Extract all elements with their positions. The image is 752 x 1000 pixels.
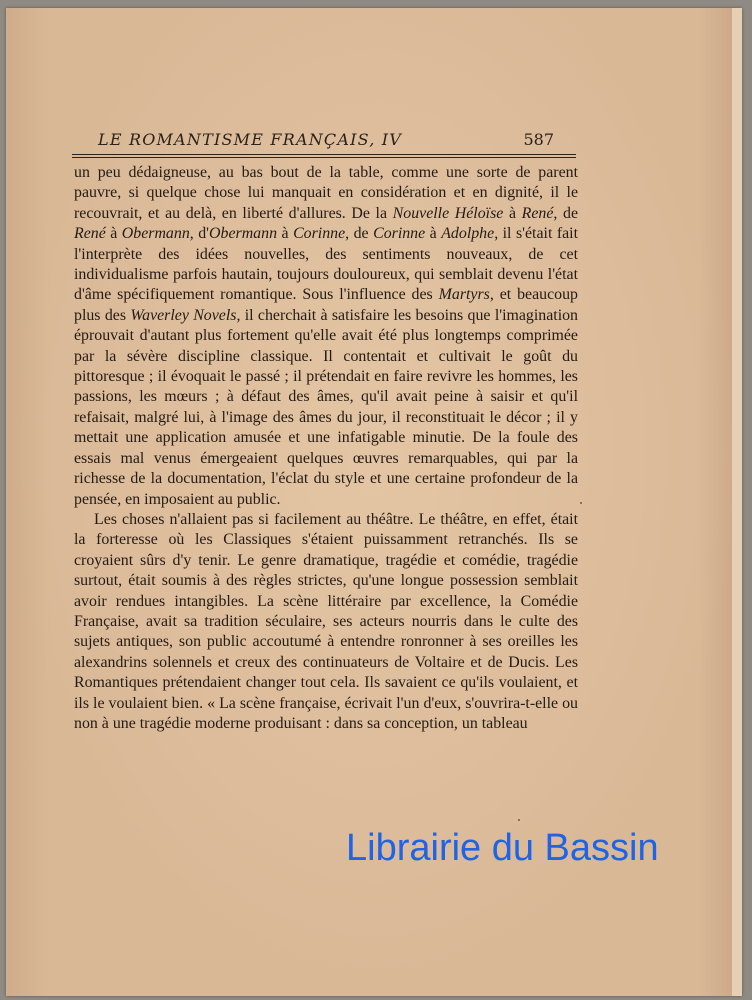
header-rule <box>72 154 576 155</box>
italic-title: René <box>521 204 554 222</box>
text-run: Les choses n'allaient pas si facilement au théâtre. Le théâtre, en effet, était la forteresse où les Classiques s'étaient puissamment retranchés. Ils se croyaient sûrs d'y tenir. Le genre dramatique, tragédie et comédie, tragédie surtout, était soumis à des règles strictes, qu'une longue possession semblait avoir rendues intangibles. La scène littéraire par excellence, la Comédie Française, avait sa tradition séculaire, ses acteurs nourris dans le culte des sujets antiques, son public accoutumé à entendre ronronner à ses oreilles les alexandrins solennels et creux des continuateurs de Voltaire et de Ducis. Les Romantiques prétendaient changer tout cela. Ils savaient ce qu'ils voulaient, et ils le voulaient bien. « La scène française, écrivait l'un d'eux, s'ouvrira-t-elle ou non à une tragédie moderne produisant : dans sa conception, un tableau <box>74 510 578 732</box>
text-run: , il s'était fait l'interprète des idées nouvelles, des sentiments nouveaux, de cet individualisme parfois hautain, toujours douloureux, qui semblait devenu l'état d'âme spécifiquement romantique. Sous l'influence des <box>74 225 579 304</box>
text-run: à <box>105 225 122 243</box>
body-text <box>74 163 578 734</box>
italic-title: Corinne <box>373 225 426 243</box>
italic-title: René <box>74 225 106 243</box>
running-head <box>90 130 560 154</box>
running-head-title: LE ROMANTISME FRANÇAIS, IV <box>98 130 403 149</box>
text-run: à <box>425 225 442 243</box>
italic-title: Nouvelle Héloïse <box>392 204 504 222</box>
watermark: Librairie du Bassin <box>346 827 659 869</box>
italic-title: Waverley Novels <box>130 306 237 324</box>
text-run: à <box>277 225 294 243</box>
italic-title: Obermann <box>121 225 190 243</box>
paper-speck <box>580 502 582 504</box>
text-run: , d' <box>189 225 210 243</box>
header-rule <box>72 157 576 158</box>
text-run: , de <box>345 225 374 243</box>
page-edge <box>732 8 742 996</box>
paper-speck <box>518 819 520 821</box>
text-run: , et beaucoup plus des <box>74 286 578 324</box>
italic-title: Martyrs <box>438 286 490 304</box>
text-run: un peu dédaigneuse, au bas bout de la table, comme une sorte de parent pauvre, si quelque chose lui manquait en considération et en dignité, il le recouvrait, et au delà, en liberté d'allures. De la <box>74 164 578 222</box>
page-number: 587 <box>523 130 554 149</box>
paragraph <box>74 510 578 734</box>
text-run: , il cherchait à satisfaire les besoins que l'imagination éprouvait d'autant plus fortement qu'elle avait été plus longtemps comprimée par la sévère discipline classique. Il contentait et cultivait le goût du pittoresque ; il évoquait le passé ; il prétendait en faire revivre les hommes, les passions, les mœurs ; à défaut des âmes, qu'il avait peine à saisir et qu'il refaisait, malgré lui, à l'image des âmes du jour, il reconstituait le décor ; il y mettait une application amusée et une infatigable minutie. De la foule des essais mal venus émergeaient quelques œuvres remarquables, qui par la richesse de la documentation, l'éclat du style et une certaine profondeur de la pensée, en imposaient au public. <box>74 306 579 508</box>
text-run: à <box>503 204 522 222</box>
paragraph <box>74 163 578 510</box>
italic-title: Corinne <box>293 225 346 243</box>
italic-title: Obermann <box>209 225 278 243</box>
italic-title: Adolphe <box>441 225 495 243</box>
text-run: , de <box>553 204 579 222</box>
